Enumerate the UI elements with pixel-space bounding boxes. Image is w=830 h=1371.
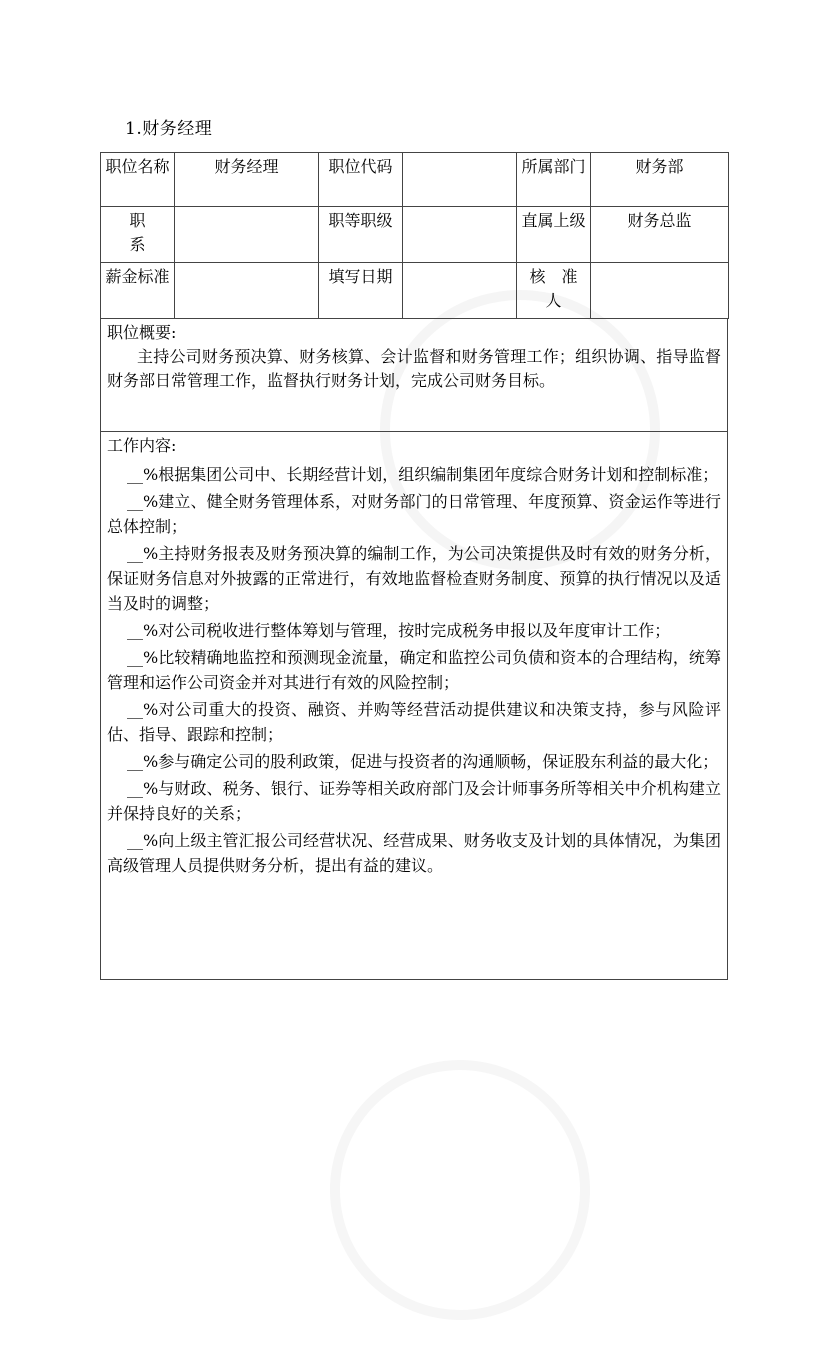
section-title: 1.财务经理 [125, 119, 213, 139]
duties-section [100, 432, 728, 980]
list-item: __%对公司重大的投资、融资、并购等经营活动提供建议和决策支持，参与风险评估、指导、跟踪和控制； [107, 700, 721, 744]
value-position-code [403, 153, 517, 207]
watermark-seal [279, 1009, 641, 1371]
table-row [101, 263, 729, 319]
label-fill-date: 填写日期 [319, 263, 403, 319]
label-approver: 核 准 人 [517, 263, 591, 319]
value-fill-date [403, 263, 517, 319]
overview-heading: 职位概要: [107, 323, 177, 342]
list-item: __%与财政、税务、银行、证券等相关政府部门及会计师事务所等相关中介机构建立并保持良好的关系； [107, 779, 721, 823]
value-job-family [175, 207, 319, 263]
value-salary [175, 263, 319, 319]
label-job-family: 职 系 [101, 207, 175, 263]
list-item: __%对公司税收进行整体筹划与管理，按时完成税务申报以及年度审计工作； [127, 621, 671, 640]
label-grade: 职等职级 [319, 207, 403, 263]
label-department: 所属部门 [517, 153, 591, 207]
job-info-table [100, 152, 729, 319]
duties-heading: 工作内容: [107, 436, 177, 455]
label-salary: 薪金标准 [101, 263, 175, 319]
overview-section [100, 319, 728, 432]
table-row [101, 207, 729, 263]
list-item: __%主持财务报表及财务预决算的编制工作，为公司决策提供及时有效的财务分析，保证财务信息对外披露的正常进行，有效地监督检查财务制度、预算的执行情况以及适当及时的调整； [107, 544, 721, 613]
label-supervisor: 直属上级 [517, 207, 591, 263]
value-approver [591, 263, 729, 319]
overview-text: 主持公司财务预决算、财务核算、会计监督和财务管理工作；组织协调、指导监督财务部日常管理工作，监督执行财务计划，完成公司财务目标。 [107, 347, 721, 390]
table-row [101, 153, 729, 207]
label-position-name: 职位名称 [101, 153, 175, 207]
list-item: __%根据集团公司中、长期经营计划，组织编制集团年度综合财务计划和控制标准； [127, 465, 719, 484]
value-supervisor: 财务总监 [591, 207, 729, 263]
value-position-name: 财务经理 [175, 153, 319, 207]
value-grade [403, 207, 517, 263]
list-item: __%比较精确地监控和预测现金流量，确定和监控公司负债和资本的合理结构，统筹管理和运作公司资金并对其进行有效的风险控制； [107, 648, 721, 692]
label-position-code: 职位代码 [319, 153, 403, 207]
list-item: __%参与确定公司的股利政策，促进与投资者的沟通顺畅，保证股东利益的最大化； [127, 752, 719, 771]
value-department: 财务部 [591, 153, 729, 207]
list-item: __%向上级主管汇报公司经营状况、经营成果、财务收支及计划的具体情况，为集团高级管理人员提供财务分析，提出有益的建议。 [107, 831, 721, 875]
list-item: __%建立、健全财务管理体系，对财务部门的日常管理、年度预算、资金运作等进行总体控制； [107, 492, 721, 536]
